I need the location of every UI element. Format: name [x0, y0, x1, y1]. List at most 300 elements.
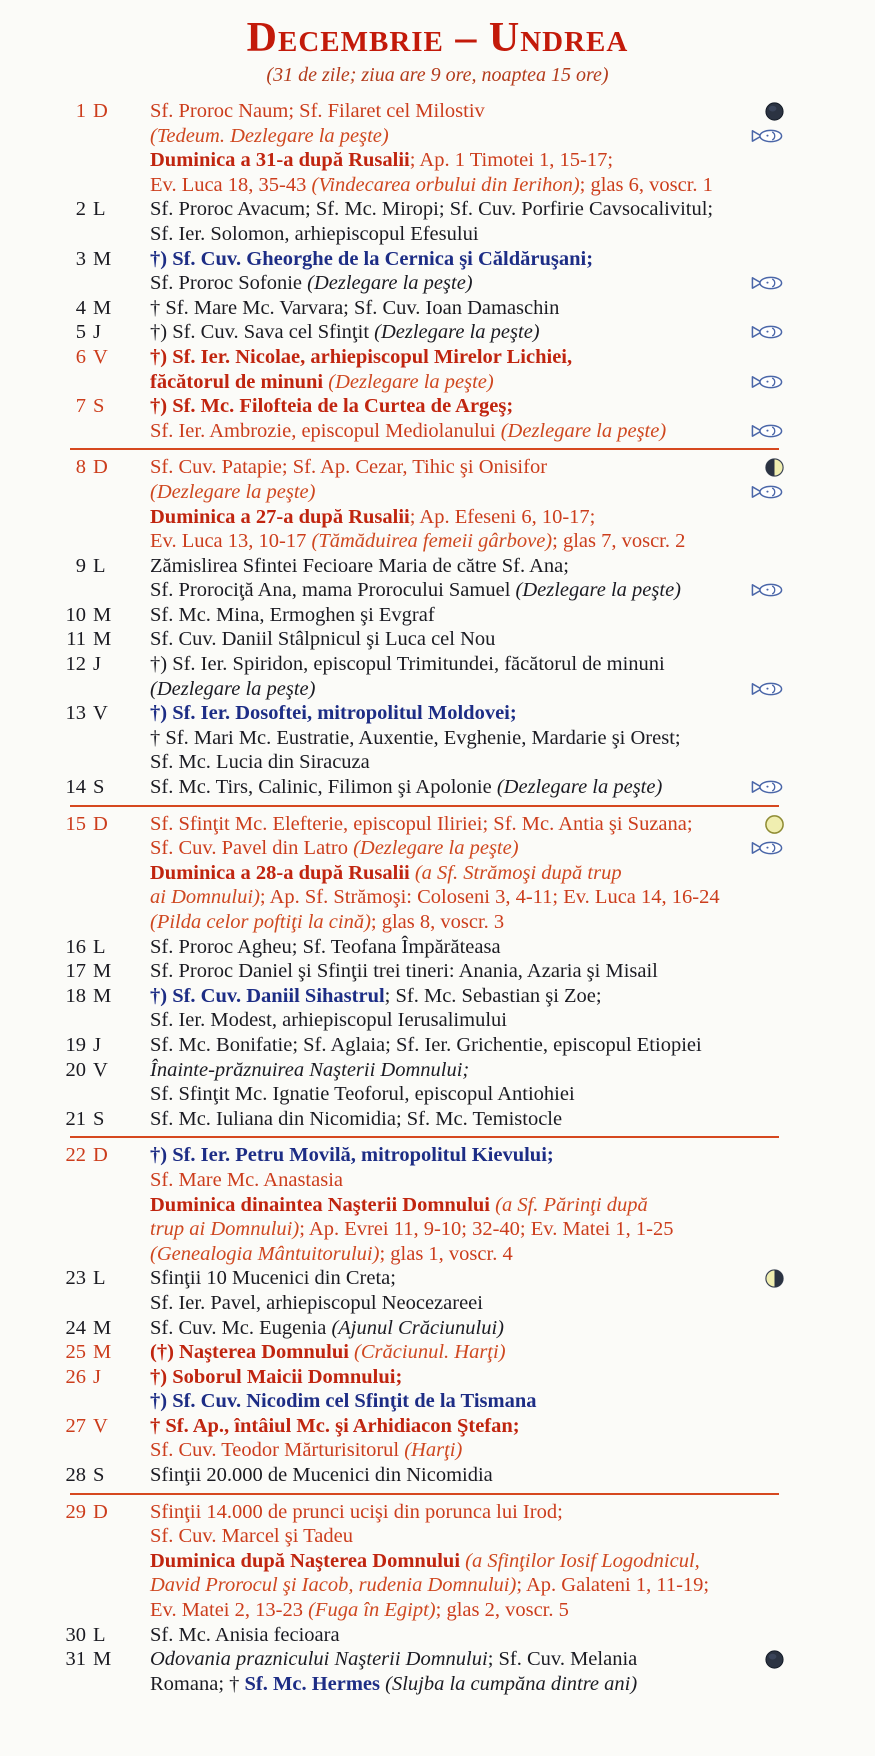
new-moon-icon — [764, 1649, 785, 1670]
entry-text-segment: †) Sf. Ier. Dosoftei, mitropolitul Moldovei; — [150, 702, 517, 725]
entry-line — [150, 1365, 791, 1390]
day-number: 28 — [65, 1464, 86, 1487]
entry-text-segment: Duminica după Naşterea Domnului — [150, 1549, 466, 1572]
day-label — [58, 345, 150, 394]
day-entry-lines — [150, 1107, 791, 1132]
entry-text-segment: Sfinţii 10 Mucenici din Creta; — [150, 1267, 396, 1290]
day-of-week-letter: J — [93, 321, 101, 344]
day-label — [58, 1463, 150, 1488]
entry-line — [150, 861, 791, 886]
day-entry-lines — [150, 1266, 791, 1315]
calendar-day-row — [0, 1463, 875, 1488]
day-number: 8 — [75, 456, 86, 479]
day-of-week-letter: J — [93, 1033, 101, 1056]
entry-line — [150, 529, 791, 554]
week-separator-line — [70, 1493, 779, 1495]
entry-text-segment: (Tămăduirea femeii gârbove) — [311, 530, 553, 553]
day-label — [58, 652, 150, 701]
entry-line — [150, 775, 791, 800]
entry-text-segment: ; glas 2, voscr. 5 — [435, 1599, 569, 1622]
entry-text-segment: Sf. Mc. Lucia din Siracuza — [150, 751, 370, 774]
day-entry-lines — [150, 1365, 791, 1414]
entry-line — [150, 1107, 791, 1132]
day-entry-lines — [150, 652, 791, 701]
entry-text-segment: (Dezlegare la peşte) — [374, 321, 540, 344]
calendar-day-row — [0, 812, 875, 935]
fish-icon — [751, 779, 783, 795]
calendar-day-row — [0, 959, 875, 984]
entry-text-segment: (a Sf. Strămoşi după trup — [414, 861, 622, 884]
fish-icon — [751, 681, 783, 697]
calendar-day-row — [0, 1316, 875, 1341]
entry-line — [150, 1463, 791, 1488]
entry-text-segment: Duminica a 28-a după Rusalii — [150, 861, 415, 884]
day-label — [58, 627, 150, 652]
entry-text-segment: Sf. Proroc Sofonie — [150, 272, 308, 295]
day-entry-lines — [150, 1143, 791, 1266]
entry-line — [150, 1291, 791, 1316]
entry-line — [150, 124, 791, 149]
day-of-week-letter: L — [93, 554, 106, 577]
day-number: 6 — [75, 345, 86, 368]
entry-text-segment: Sf. Cuv. Teodor Mărturisitorul — [150, 1439, 405, 1462]
entry-text-segment: (Slujba la cumpăna dintre ani) — [385, 1672, 638, 1695]
fish-icon — [751, 840, 783, 856]
last-quarter-moon-icon — [764, 1268, 785, 1289]
entry-text-segment: (Genealogia Mântuitorului) — [150, 1242, 380, 1265]
entry-line — [150, 1168, 791, 1193]
entry-line — [150, 652, 791, 677]
day-number: 27 — [65, 1414, 86, 1437]
day-of-week-letter: L — [93, 1267, 106, 1290]
entry-line — [150, 1623, 791, 1648]
entry-line — [150, 726, 791, 751]
calendar-day-row — [0, 603, 875, 628]
entry-text-segment: Sfinţii 20.000 de Mucenici din Nicomidia — [150, 1464, 493, 1487]
entry-text-segment: (Dezlegare la peşte) — [500, 419, 667, 442]
day-entry-lines — [150, 1058, 791, 1107]
entry-text-segment: ; Ap. Efeseni 6, 10-17; — [409, 505, 596, 528]
day-of-week-letter: M — [93, 603, 112, 626]
entry-line — [150, 505, 791, 530]
entry-line — [150, 394, 791, 419]
entry-text-segment: Sf. Ier. Modest, arhiepiscopul Ierusalimului — [150, 1009, 507, 1032]
entry-line — [150, 1672, 791, 1697]
entry-text-segment: ; glas 6, voscr. 1 — [579, 173, 713, 196]
day-number: 4 — [75, 296, 86, 319]
entry-text-segment: † Sf. Ap., întâiul Mc. şi Arhidiacon Ştefan; — [150, 1414, 520, 1437]
calendar-day-row — [0, 984, 875, 1033]
entry-text-segment: Ev. Luca 18, 35-43 — [150, 173, 312, 196]
day-number: 15 — [65, 812, 86, 835]
day-label — [58, 812, 150, 935]
entry-line — [150, 554, 791, 579]
day-of-week-letter: V — [93, 345, 108, 368]
day-number: 22 — [65, 1144, 86, 1167]
calendar-day-row — [0, 1143, 875, 1266]
entry-line — [150, 370, 791, 395]
entry-text-segment: †) Sf. Cuv. Gheorghe de la Cernica şi Căldăruşani; — [150, 247, 594, 270]
week-separator-line — [70, 805, 779, 807]
entry-text-segment: Sf. Mare Mc. Anastasia — [150, 1168, 343, 1191]
entry-text-segment: Duminica dinaintea Naşterii Domnului — [150, 1193, 496, 1216]
day-entry-lines — [150, 701, 791, 775]
calendar-day-row — [0, 455, 875, 553]
week-separator-line — [70, 1136, 779, 1138]
day-entry-lines — [150, 1623, 791, 1648]
entry-text-segment: Sf. Mc. Tirs, Calinic, Filimon şi Apolonie — [150, 776, 497, 799]
day-entry-lines — [150, 394, 791, 443]
entry-line — [150, 603, 791, 628]
day-of-week-letter: S — [93, 776, 105, 799]
day-of-week-letter: M — [93, 247, 112, 270]
day-number: 2 — [75, 198, 86, 221]
entry-line — [150, 345, 791, 370]
entry-line — [150, 984, 791, 1009]
entry-line — [150, 320, 791, 345]
entry-text-segment: ai Domnului) — [150, 886, 260, 909]
entry-line — [150, 99, 791, 124]
calendar-day-row — [0, 320, 875, 345]
entry-line — [150, 1573, 791, 1598]
day-of-week-letter: S — [93, 395, 105, 418]
day-label — [58, 455, 150, 553]
new-moon-icon — [764, 101, 785, 122]
day-entry-lines — [150, 247, 791, 296]
entry-text-segment: (Ajunul Crăciunului) — [331, 1316, 504, 1339]
entry-text-segment: Sf. Proroc Avacum; Sf. Mc. Miropi; Sf. Cuv. Porfirie Cavsocalivitul; — [150, 198, 714, 221]
entry-text-segment: (a Sf. Părinţi după — [495, 1193, 648, 1216]
day-number: 19 — [65, 1033, 86, 1056]
entry-line — [150, 812, 791, 837]
calendar-day-row — [0, 197, 875, 246]
entry-line — [150, 1340, 791, 1365]
entry-line — [150, 1033, 791, 1058]
day-number: 31 — [65, 1648, 86, 1671]
day-entry-lines — [150, 1340, 791, 1365]
entry-text-segment: Sf. Cuv. Mc. Eugenia — [150, 1316, 332, 1339]
entry-text-segment: † Sf. Mari Mc. Eustratie, Auxentie, Evghenie, Mardarie şi Orest; — [150, 726, 681, 749]
day-number: 5 — [75, 321, 86, 344]
entry-line — [150, 1549, 791, 1574]
entry-line — [150, 959, 791, 984]
day-number: 26 — [65, 1365, 86, 1388]
entry-text-segment: (Dezlegare la peşte) — [150, 677, 316, 700]
entry-text-segment: Sfinţii 14.000 de prunci ucişi din porunca lui Irod; — [150, 1500, 563, 1523]
day-label — [58, 1500, 150, 1623]
entry-text-segment: Sf. Ier. Solomon, arhiepiscopul Efesului — [150, 222, 479, 245]
day-entry-lines — [150, 1647, 791, 1696]
calendar-day-row — [0, 1107, 875, 1132]
entry-text-segment: †) Sf. Cuv. Daniil Sihastrul — [150, 984, 385, 1007]
entry-line — [150, 836, 791, 861]
entry-line — [150, 1389, 791, 1414]
entry-text-segment: (Dezlegare la peşte) — [328, 370, 494, 393]
day-entry-lines — [150, 554, 791, 603]
entry-text-segment: (Harţi) — [404, 1439, 463, 1462]
day-of-week-letter: L — [93, 198, 106, 221]
entry-line — [150, 1524, 791, 1549]
entry-text-segment: Sf. Mc. Iuliana din Nicomidia; Sf. Mc. Temistocle — [150, 1107, 563, 1130]
day-entry-lines — [150, 1033, 791, 1058]
entry-text-segment: David Prorocul şi Iacob, rudenia Domnului) — [150, 1574, 517, 1597]
day-of-week-letter: M — [93, 1316, 112, 1339]
day-number: 13 — [65, 702, 86, 725]
fish-icon — [751, 374, 783, 390]
day-number: 3 — [75, 247, 86, 270]
day-of-week-letter: S — [93, 1107, 105, 1130]
day-label — [58, 296, 150, 321]
entry-text-segment: †) Soborul Maicii Domnului; — [150, 1365, 403, 1388]
day-of-week-letter: L — [93, 1623, 106, 1646]
calendar-day-row — [0, 1500, 875, 1623]
calendar-day-row — [0, 345, 875, 394]
entry-line — [150, 627, 791, 652]
entry-text-segment: Sf. Cuv. Patapie; Sf. Ap. Cezar, Tihic şi Onisifor — [150, 456, 548, 479]
entry-line — [150, 296, 791, 321]
entry-text-segment: (†) Naşterea Domnului — [150, 1341, 355, 1364]
calendar-day-row — [0, 99, 875, 197]
day-number: 10 — [65, 603, 86, 626]
calendar-day-row — [0, 394, 875, 443]
entry-text-segment: Sf. Sfinţit Mc. Ignatie Teoforul, episcopul Antiohiei — [150, 1083, 575, 1106]
day-label — [58, 775, 150, 800]
fish-icon — [751, 582, 783, 598]
entry-line — [150, 910, 791, 935]
calendar-day-row — [0, 1365, 875, 1414]
entry-text-segment: ; glas 8, voscr. 3 — [370, 911, 505, 933]
entry-text-segment: † Sf. Mare Mc. Varvara; Sf. Cuv. Ioan Damaschin — [150, 296, 560, 319]
day-entry-lines — [150, 775, 791, 800]
day-number: 18 — [65, 984, 86, 1007]
fish-icon — [751, 324, 783, 340]
entry-line — [150, 1598, 791, 1623]
day-entry-lines — [150, 345, 791, 394]
day-label — [58, 1033, 150, 1058]
entry-text-segment: †) Sf. Mc. Filofteia de la Curtea de Argeş; — [150, 395, 514, 418]
entry-line — [150, 480, 791, 505]
day-number: 1 — [75, 100, 86, 122]
entry-line — [150, 1217, 791, 1242]
day-label — [58, 320, 150, 345]
entry-text-segment: (a Sfinţilor Iosif Logodnicul, — [465, 1549, 700, 1572]
entry-text-segment: ; Sf. Mc. Sebastian şi Zoe; — [384, 984, 602, 1007]
entry-text-segment: (Crăciunul. Harţi) — [354, 1341, 506, 1364]
entry-line — [150, 1143, 791, 1168]
day-label — [58, 1316, 150, 1341]
day-of-week-letter: L — [93, 935, 106, 958]
day-label — [58, 603, 150, 628]
calendar-day-row — [0, 935, 875, 960]
entry-text-segment: ; Ap. Galateni 1, 11-19; — [516, 1574, 710, 1597]
entry-line — [150, 750, 791, 775]
day-of-week-letter: V — [93, 702, 108, 725]
entry-text-segment: ; Ap. Evrei 11, 9-10; 32-40; Ev. Matei 1, 1-25 — [299, 1218, 674, 1241]
day-entry-lines — [150, 959, 791, 984]
day-entry-lines — [150, 1414, 791, 1463]
day-of-week-letter: M — [93, 984, 112, 1007]
entry-line — [150, 701, 791, 726]
entry-line — [150, 1058, 791, 1083]
day-number: 9 — [75, 554, 86, 577]
entry-line — [150, 1082, 791, 1107]
calendar-day-row — [0, 1058, 875, 1107]
entry-text-segment: făcătorul de minuni — [150, 370, 329, 393]
entry-text-segment: ; glas 1, voscr. 4 — [379, 1242, 513, 1265]
day-entry-lines — [150, 603, 791, 628]
day-of-week-letter: M — [93, 1341, 112, 1364]
page-title: Decembrie – Undrea — [246, 15, 629, 61]
entry-text-segment: (Dezlegare la peşte) — [307, 272, 473, 295]
entry-text-segment: Sf. Cuv. Marcel şi Tadeu — [150, 1525, 353, 1548]
day-of-week-letter: M — [93, 960, 112, 983]
entry-text-segment: Sf. Mc. Mina, Ermoghen şi Evgraf — [150, 603, 435, 626]
day-label — [58, 1647, 150, 1696]
entry-line — [150, 1193, 791, 1218]
day-of-week-letter: D — [93, 1500, 108, 1523]
entry-text-segment: Sf. Ier. Ambrozie, episcopul Mediolanului — [150, 419, 501, 442]
day-entry-lines — [150, 935, 791, 960]
day-number: 29 — [65, 1500, 86, 1523]
entry-text-segment: Ev. Luca 13, 10-17 — [150, 530, 312, 553]
day-label — [58, 1058, 150, 1107]
day-entry-lines — [150, 1463, 791, 1488]
entry-text-segment: †) Sf. Ier. Petru Movilă, mitropolitul Kievului; — [150, 1144, 554, 1167]
calendar-day-row — [0, 652, 875, 701]
week-separator-line — [70, 448, 779, 450]
entry-text-segment: ; Ap. 1 Timotei 1, 15-17; — [409, 149, 614, 172]
day-number: 16 — [65, 935, 86, 958]
day-of-week-letter: D — [93, 1144, 108, 1167]
day-of-week-letter: M — [93, 296, 112, 319]
entry-text-segment: ; glas 7, voscr. 2 — [552, 530, 686, 553]
entry-line — [150, 1266, 791, 1291]
day-of-week-letter: D — [93, 456, 108, 479]
day-label — [58, 1143, 150, 1266]
day-label — [58, 984, 150, 1033]
calendar-day-row — [0, 1340, 875, 1365]
entry-line — [150, 247, 791, 272]
entry-text-segment: (Dezlegare la peşte) — [150, 480, 316, 503]
day-entry-lines — [150, 627, 791, 652]
entry-line — [150, 677, 791, 702]
day-number: 25 — [65, 1341, 86, 1364]
calendar-day-row — [0, 1266, 875, 1315]
entry-text-segment: †) Sf. Ier. Nicolae, arhiepiscopul Mirelor Lichiei, — [150, 345, 573, 368]
entry-line — [150, 271, 791, 296]
day-number: 21 — [65, 1107, 86, 1130]
entry-text-segment: (Fuga în Egipt) — [308, 1599, 436, 1622]
entry-text-segment: (Tedeum. Dezlegare la peşte) — [150, 124, 389, 147]
entry-text-segment: (Vindecarea orbului din Ierihon) — [311, 173, 580, 196]
entry-text-segment: Sf. Prorociţă Ana, mama Prorocului Samuel — [150, 579, 516, 602]
entry-text-segment: Sf. Cuv. Pavel din Latro — [150, 837, 354, 860]
day-number: 24 — [65, 1316, 86, 1339]
first-quarter-moon-icon — [764, 457, 785, 478]
entry-text-segment: Sf. Sfinţit Mc. Elefterie, episcopul Iliriei; Sf. Mc. Antia şi Suzana; — [150, 812, 693, 835]
fish-icon — [751, 275, 783, 291]
day-entry-lines — [150, 1316, 791, 1341]
day-of-week-letter: M — [93, 1648, 112, 1671]
day-of-week-letter: M — [93, 628, 112, 651]
day-entry-lines — [150, 1500, 791, 1623]
entry-text-segment: Romana; † — [150, 1672, 245, 1695]
entry-line — [150, 455, 791, 480]
entry-text-segment: (Pilda celor poftiţi la cină) — [150, 911, 371, 933]
day-label — [58, 1414, 150, 1463]
full-moon-icon — [764, 814, 785, 835]
day-label — [58, 247, 150, 296]
entry-text-segment: Sf. Mc. Hermes — [244, 1672, 386, 1695]
day-number: 17 — [65, 960, 86, 983]
day-label — [58, 1107, 150, 1132]
entry-text-segment: ; Ap. Sf. Strămoşi: Coloseni 3, 4-11; Ev. Luca 14, 16-24 — [259, 886, 720, 909]
entry-text-segment: Sf. Mc. Anisia fecioara — [150, 1623, 340, 1646]
entry-text-segment: (Dezlegare la peşte) — [353, 837, 519, 860]
calendar-entries — [0, 99, 875, 1696]
calendar-day-row — [0, 627, 875, 652]
entry-text-segment: Duminica a 31-a după Rusalii — [150, 149, 410, 172]
entry-line — [150, 419, 791, 444]
entry-line — [150, 1414, 791, 1439]
entry-line — [150, 1242, 791, 1267]
calendar-day-row — [0, 775, 875, 800]
day-of-week-letter: D — [93, 100, 108, 122]
day-label — [58, 554, 150, 603]
day-of-week-letter: S — [93, 1464, 105, 1487]
entry-text-segment: Zămislirea Sfintei Fecioare Maria de către Sf. Ana; — [150, 554, 569, 577]
entry-text-segment: Sf. Ier. Pavel, arhiepiscopul Neocezareei — [150, 1291, 483, 1314]
calendar-day-row — [0, 1647, 875, 1696]
entry-line — [150, 1008, 791, 1033]
day-number: 20 — [65, 1058, 86, 1081]
entry-text-segment: Ev. Matei 2, 13-23 — [150, 1599, 309, 1622]
page-header — [0, 0, 875, 87]
entry-text-segment: †) Sf. Ier. Spiridon, episcopul Trimitundei, făcătorul de minuni — [150, 653, 665, 676]
entry-text-segment: Sf. Mc. Bonifatie; Sf. Aglaia; Sf. Ier. Grichentie, episcopul Etiopiei — [150, 1033, 702, 1056]
day-label — [58, 935, 150, 960]
day-number: 12 — [65, 653, 86, 676]
calendar-day-row — [0, 1623, 875, 1648]
day-entry-lines — [150, 99, 791, 197]
day-entry-lines — [150, 984, 791, 1033]
day-label — [58, 1365, 150, 1414]
entry-line — [150, 148, 791, 173]
entry-text-segment: †) Sf. Cuv. Nicodim cel Sfinţit de la Tismana — [150, 1390, 537, 1413]
calendar-day-row — [0, 554, 875, 603]
entry-text-segment: Sf. Proroc Naum; Sf. Filaret cel Milostiv — [150, 100, 485, 122]
entry-line — [150, 1647, 791, 1672]
day-of-week-letter: V — [93, 1414, 108, 1437]
entry-text-segment: ; Sf. Cuv. Melania — [487, 1648, 638, 1671]
entry-text-segment: Sf. Cuv. Daniil Stâlpnicul şi Luca cel Nou — [150, 628, 496, 651]
entry-text-segment: (Dezlegare la peşte) — [515, 579, 681, 602]
day-of-week-letter: D — [93, 812, 108, 835]
day-of-week-letter: J — [93, 1365, 101, 1388]
entry-text-segment: Duminica a 27-a după Rusalii — [150, 505, 410, 528]
entry-line — [150, 1500, 791, 1525]
day-label — [58, 701, 150, 775]
entry-text-segment: trup ai Domnului) — [150, 1218, 300, 1241]
entry-text-segment: Sf. Proroc Daniel şi Sfinţii trei tineri: Anania, Azaria şi Misail — [150, 960, 658, 983]
fish-icon — [751, 423, 783, 439]
day-number: 23 — [65, 1267, 86, 1290]
entry-line — [150, 173, 791, 198]
calendar-day-row — [0, 701, 875, 775]
day-of-week-letter: J — [93, 653, 101, 676]
entry-text-segment: (Dezlegare la peşte) — [496, 776, 663, 799]
entry-line — [150, 578, 791, 603]
